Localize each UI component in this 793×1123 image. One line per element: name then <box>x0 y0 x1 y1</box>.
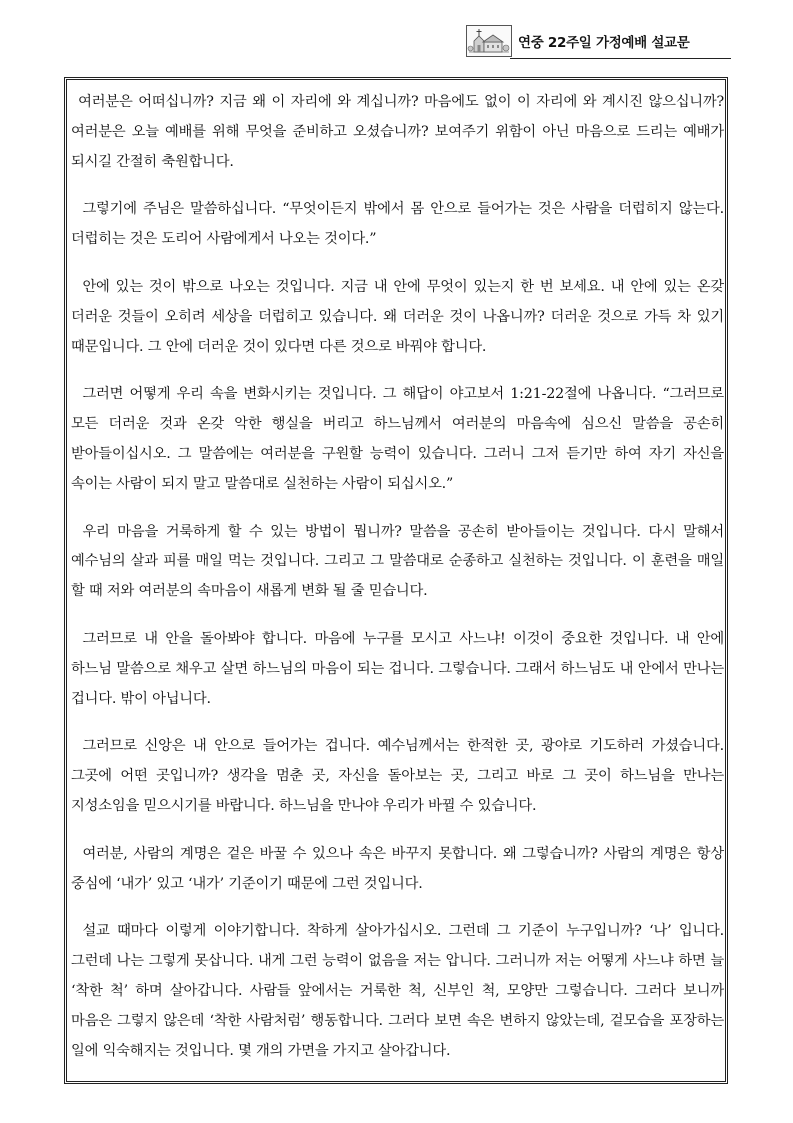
paragraph: 안에 있는 것이 밖으로 나오는 것입니다. 지금 내 안에 무엇이 있는지 한 번 보세요. 내 안에 있는 온갖 더러운 것들이 오히려 세상을 더럽히고 있습니다. 왜 더러운 것이 나옵니까? 더러운 것으로 가득 차 있기 때문입니다. 그 안에 더러운 것이 있다면 다른 것으로 바꿔야 합니다. <box>71 278 724 355</box>
paragraph: 그러므로 내 안을 돌아봐야 합니다. 마음에 누구를 모시고 사느냐! 이것이 중요한 것입니다. 내 안에 하느님 말씀으로 채우고 살면 하느님의 마음이 되는 겁니다. 그렇습니다. 그래서 하느님도 내 안에서 만나는 겁니다. 밖이 아닙니다. <box>71 630 724 707</box>
paragraph: 그렇기에 주님은 말씀하십니다. “무엇이든지 밖에서 몸 안으로 들어가는 것은 사람을 더럽히지 않는다. 더럽히는 것은 도리어 사람에게서 나오는 것이다.” <box>71 201 724 248</box>
paragraph: 설교 때마다 이렇게 이야기합니다. 착하게 살아가십시오. 그런데 그 기준이 누구입니까? ‘나’ 입니다. 그런데 나는 그렇게 못삽니다. 내게 그런 능력이 없음을 저는 압니다. 그러니까 저는 어떻게 사느냐 하면 늘 ‘착한 척’ 하며 살아갑니다. 사람들 앞에서는 거룩한 척, 신부인 척, 모양만 그렇습니다. 그러다 보니까 마음은 그렇지 않은데 ‘착한 사람처럼’ 행동합니다. 그러다 보면 속은 변하지 않았는데, 겉모습을 포장하는 일에 익숙해지는 것입니다. 몇 개의 가면을 가지고 살아갑니다. <box>71 923 724 1059</box>
sermon-body <box>71 88 724 1084</box>
church-icon <box>466 25 512 57</box>
page-header <box>466 24 728 58</box>
paragraph: 여러분은 어떠십니까? 지금 왜 이 자리에 와 계십니까? 마음에도 없이 이 자리에 와 계시진 않으십니까? 여러분은 오늘 예배를 위해 무엇을 준비하고 오셨습니까? 보여주기 위함이 아닌 마음으로 드리는 예배가 되시길 간절히 축원합니다. <box>71 94 724 170</box>
header-underline <box>510 58 731 59</box>
paragraph: 우리 마음을 거룩하게 할 수 있는 방법이 뭡니까? 말씀을 공손히 받아들이는 것입니다. 다시 말해서 예수님의 살과 피를 매일 먹는 것입니다. 그리고 그 말씀대로 순종하고 실천하는 것입니다. 이 훈련을 매일 할 때 저와 여러분의 속마음이 새롭게 변화 될 줄 믿습니다. <box>71 523 724 600</box>
paragraph: 여러분, 사람의 계명은 겉은 바꿀 수 있으나 속은 바꾸지 못합니다. 왜 그렇습니까? 사람의 계명은 항상 중심에 ‘내가’ 있고 ‘내가’ 기준이기 때문에 그런 것입니다. <box>71 845 724 892</box>
page-title: 연중 22주일 가정예배 설교문 <box>518 35 690 51</box>
paragraph: 그러므로 신앙은 내 안으로 들어가는 겁니다. 예수님께서는 한적한 곳, 광야로 기도하러 가셨습니다. 그곳에 어떤 곳입니까? 생각을 멈춘 곳, 자신을 돌아보는 곳, 그리고 바로 그 곳이 하느님을 만나는 지성소임을 믿으시기를 바랍니다. 하느님을 만나야 우리가 바뀔 수 있습니다. <box>71 738 724 814</box>
paragraph: 그러면 어떻게 우리 속을 변화시키는 것입니다. 그 해답이 야고보서 1:21-22절에 나옵니다. “그러므로 모든 더러운 것과 온갖 악한 행실을 버리고 하느님께서 여러분의 마음속에 심으신 말씀을 공손히 받아들이십시오. 그 말씀에는 여러분을 구원할 능력이 있습니다. 그러니 그저 듣기만 하여 자기 자신을 속이는 사람이 되지 말고 말씀대로 실천하는 사람이 되십시오.” <box>71 386 724 492</box>
